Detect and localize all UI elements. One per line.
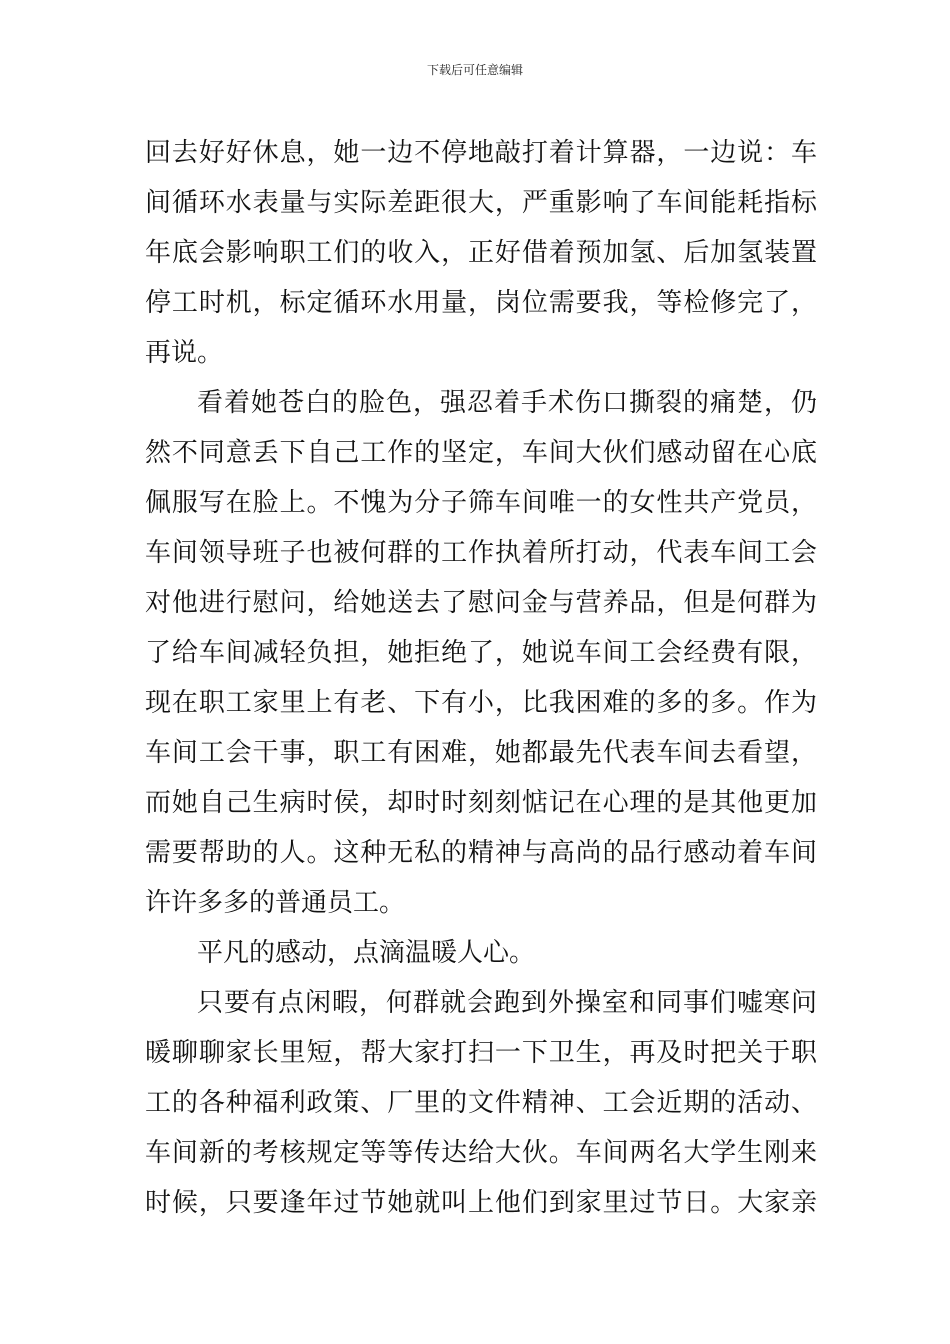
text-line: 对他进行慰问，给她送去了慰问金与营养品，但是何群为 [145, 588, 817, 618]
text-line: 现在职工家里上有老、下有小，比我困难的多的多。作为 [145, 688, 817, 718]
text-line: 佩服写在脸上。不愧为分子筛车间唯一的女性共产党员， [145, 488, 817, 518]
text-line: 车间工会干事，职工有困难，她都最先代表车间去看望， [145, 738, 817, 768]
text-line: 许许多多的普通员工。 [145, 888, 406, 918]
text-line: 工的各种福利政策、厂里的文件精神、工会近期的活动、 [145, 1088, 817, 1118]
text-line: 回去好好休息，她一边不停地敲打着计算器，一边说：车 [145, 138, 817, 168]
document-body [145, 128, 817, 1228]
text-line: 平凡的感动，点滴温暖人心。 [197, 938, 536, 968]
text-line: 只要有点闲暇，何群就会跑到外操室和同事们嘘寒问 [197, 988, 817, 1018]
text-line: 时候，只要逢年过节她就叫上他们到家里过节日。大家亲 [145, 1188, 817, 1218]
text-line: 年底会影响职工们的收入，正好借着预加氢、后加氢装置 [145, 238, 817, 268]
text-line: 而她自己生病时侯，却时时刻刻惦记在心理的是其他更加 [145, 788, 817, 818]
page-header-note: 下载后可任意编辑 [426, 63, 523, 77]
text-line: 再说。 [145, 338, 224, 368]
text-line: 需要帮助的人。这种无私的精神与高尚的品行感动着车间 [145, 838, 817, 868]
text-line: 车间领导班子也被何群的工作执着所打动，代表车间工会 [145, 538, 817, 568]
text-line: 看着她苍白的脸色，强忍着手术伤口撕裂的痛楚，仍 [197, 388, 817, 418]
text-line: 车间新的考核规定等等传达给大伙。车间两名大学生刚来 [145, 1138, 817, 1168]
text-line: 了给车间减轻负担，她拒绝了，她说车间工会经费有限， [145, 638, 817, 668]
text-line: 暖聊聊家长里短，帮大家打扫一下卫生，再及时把关于职 [145, 1038, 817, 1068]
text-line: 间循环水表量与实际差距很大，严重影响了车间能耗指标 [145, 188, 817, 218]
text-line: 停工时机，标定循环水用量，岗位需要我，等检修完了， [145, 288, 817, 318]
text-line: 然不同意丢下自己工作的坚定，车间大伙们感动留在心底 [145, 438, 817, 468]
